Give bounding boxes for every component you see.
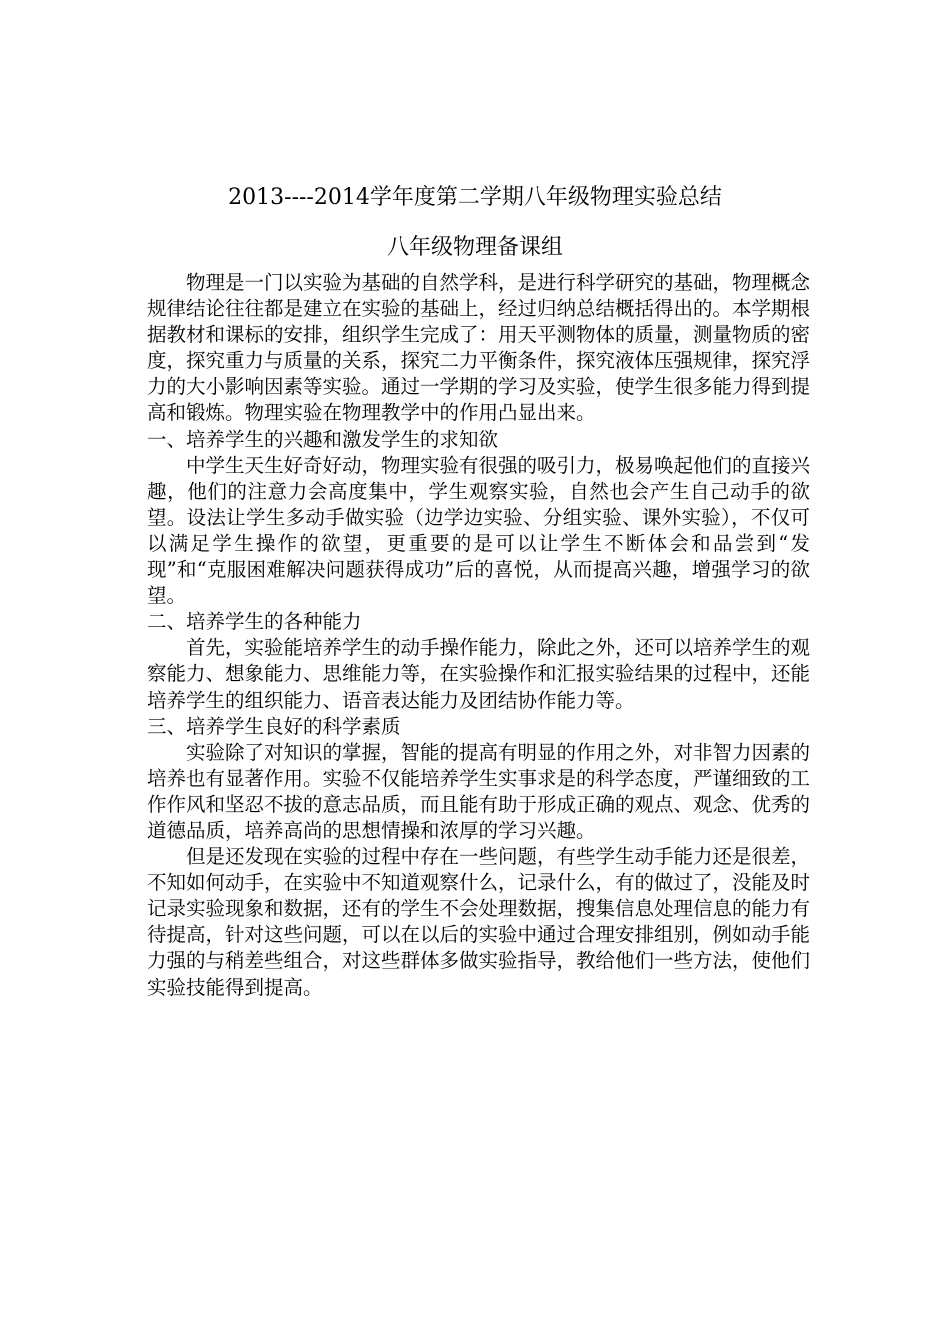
section-paragraph-science-quality: 实验除了对知识的掌握，智能的提高有明显的作用之外，对非智力因素的培养也有显著作用。实验不仅能培养学生实事求是的科学态度，严谨细致的工作作风和坚忍不拔的意志品质，而且能有助于形成正确的观点、观念、优秀的道德品质，培养高尚的思想情操和浓厚的学习兴趣。 (147, 740, 811, 842)
intro-paragraph: 物理是一门以实验为基础的自然学科，是进行科学研究的基础，物理概念规律结论往往都是建立在实验的基础上，经过归纳总结概括得出的。本学期根据教材和课标的安排，组织学生完成了：用天平测物体的质量，测量物质的密度，探究重力与质量的关系，探究二力平衡条件，探究液体压强规律，探究浮力的大小影响因素等实验。通过一学期的学习及实验，使学生很多能力得到提高和锻炼。物理实验在物理教学中的作用凸显出来。 (147, 271, 811, 425)
section-paragraph-abilities: 首先，实验能培养学生的动手操作能力，除此之外，还可以培养学生的观察能力、想象能力、思维能力等，在实验操作和汇报实验结果的过程中，还能培养学生的组织能力、语音表达能力及团结协作能力等。 (147, 636, 811, 712)
section-paragraph-interest: 中学生天生好奇好动，物理实验有很强的吸引力，极易唤起他们的直接兴趣，他们的注意力会高度集中，学生观察实验，自然也会产生自己动手的欲望。设法让学生多动手做实验（边学边实验、分组实验、课外实验），不仅可以满足学生操作的欲望，更重要的是可以让学生不断体会和品尝到“发现”和“克服困难解决问题获得成功”后的喜悦，从而提高兴趣，增强学习的欲望。 (147, 453, 811, 608)
section-heading-interest: 一、培养学生的兴趣和激发学生的求知欲 (147, 427, 499, 451)
document-subtitle: 八年级物理备课组 (386, 235, 563, 260)
document-title: 2013----2014学年度第二学期八年级物理实验总结 (228, 185, 722, 210)
section-heading-abilities: 二、培养学生的各种能力 (147, 610, 362, 634)
conclusion-paragraph: 但是还发现在实验的过程中存在一些问题，有些学生动手能力还是很差，不知如何动手，在实验中不知道观察什么，记录什么，有的做过了，没能及时记录实验现象和数据，还有的学生不会处理数据，搜集信息处理信息的能力有待提高，针对这些问题，可以在以后的实验中通过合理安排组别，例如动手能力强的与稍差些组合，对这些群体多做实验指导，教给他们一些方法，使他们实验技能得到提高。 (147, 845, 811, 999)
document-body (147, 270, 810, 1001)
section-heading-science-quality: 三、培养学生良好的科学素质 (147, 714, 401, 738)
